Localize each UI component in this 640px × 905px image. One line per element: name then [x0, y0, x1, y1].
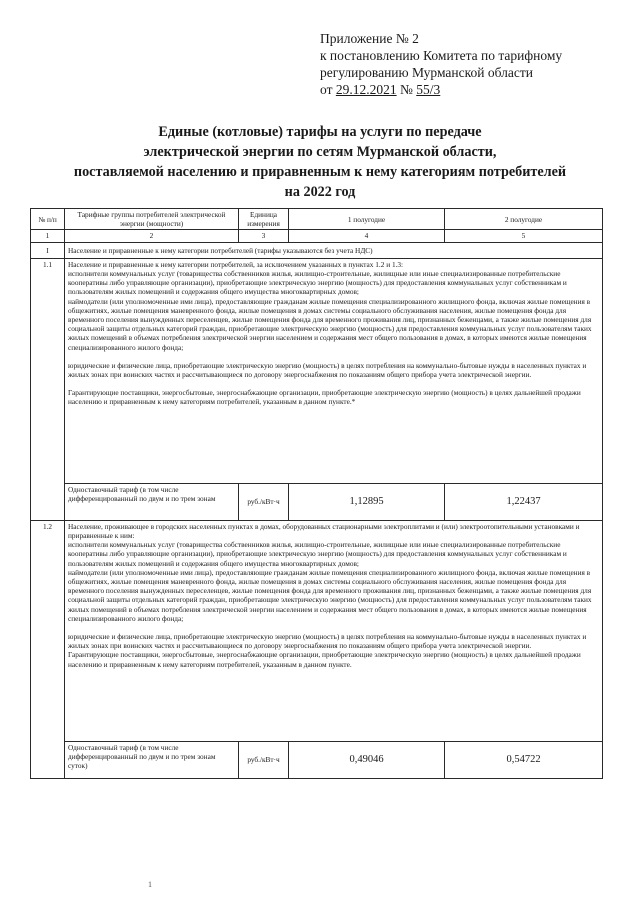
column-number-row — [31, 230, 603, 242]
resolution-number: 55/3 — [416, 82, 441, 97]
row-1-2-tariff — [31, 741, 603, 778]
colnum-3: 3 — [239, 230, 289, 242]
colnum-1: 1 — [31, 230, 65, 242]
section-text: Население и приравненные к нему категории потребителей (тарифы указываются без учета НДС) — [65, 242, 603, 258]
row-1-2-value-half-1: 0,49046 — [289, 741, 445, 778]
row-1-2-tariff-label: Одноставочный тариф (в том числе дифференцированный по двум и по трем зонам суток) — [65, 741, 239, 778]
row-1-2-num: 1.2 — [31, 520, 65, 778]
appendix-line-3: регулированию Мурманской области — [320, 65, 533, 80]
section-row — [31, 242, 603, 258]
header-num: № п/п — [31, 209, 65, 230]
title-line-3: поставляемой населению и приравненным к нему категориям потребителей — [73, 164, 567, 180]
appendix-line-1: Приложение № 2 — [320, 31, 419, 46]
title-line-2: электрической энергии по сетям Мурманской области, — [143, 144, 497, 160]
row-1-2-para-1: исполнители коммунальных услуг (товарищества собственников жилья, жилищно-строительные, жилищные или иные специализированные потребительские кооперативы либо управляющие организации), приобретающие электрическую энергию (мощность) для предоставления коммунальных услуг собственникам и пользователям жилых помещений и содержания общего имущества многоквартирных домов; — [68, 540, 567, 568]
row-1-1-tariff — [31, 483, 603, 520]
row-1-2-para-2: наймодатели (или уполномоченные ими лица), предоставляющие гражданам жилые помещения специализированного жилищного фонда, включая жилые помещения в общежитиях, жилые помещения маневренного фонда, жилые помещения в домах системы социального обслуживания населения, жилые помещения фонда для временного поселения вынужденных переселенцев, жилые помещения фонда для временного проживания лиц, признанных беженцами, а также жилые помещения для социальной защиты отдельных категорий граждан, приобретающие электрическую энергию (мощность) для предоставления коммунальных услуг пользователям таких жилых помещений в объемах потребления электрической энергии населением и содержания мест общего пользования в домах, в которых имеются жилые помещения специализированного жилого фонда; — [68, 567, 592, 623]
row-1-2-description — [31, 520, 603, 741]
appendix-line-2: к постановлению Комитета по тарифному — [320, 48, 563, 63]
row-1-2-text — [65, 520, 603, 741]
row-1-1-num: 1.1 — [31, 258, 65, 520]
header-unit: Единица измерения — [239, 209, 289, 230]
row-1-1-para-4: Гарантирующие поставщики, энергосбытовые, энергоснабжающие организации, приобретающие электрическую энергию (мощность) в целях дальнейшей продажи населению и приравненным к нему категориям потребителей, указанным в данном пункте.* — [68, 388, 581, 407]
number-prefix: № — [396, 82, 417, 97]
resolution-date: 29.12.2021 — [335, 82, 397, 97]
row-1-1-unit: руб./кВт·ч — [239, 483, 289, 520]
title-line-1: Единые (котловые) тарифы на услуги по передаче — [158, 124, 482, 140]
row-1-1-para-2: наймодатели (или уполномоченные ими лица), предоставляющие гражданам жилые помещения специализированного жилищного фонда, включая жилые помещения в общежитиях, жилые помещения маневренного фонда, жилые помещения в домах системы социального обслуживания населения, жилые помещения фонда для временного поселения вынужденных переселенцев, жилые помещения фонда для временного проживания лиц, признанных беженцами, а также жилые помещения для социальной защиты отдельных категорий граждан, приобретающие электрическую энергию (мощность) для предоставления коммунальных услуг пользователям таких жилых помещений в объемах потребления электрической энергии населением и содержания мест общего пользования в домах, в которых имеются жилые помещения специализированного жилого фонда; — [68, 296, 592, 352]
row-1-2-value-half-2: 0,54722 — [445, 741, 603, 778]
row-1-2-intro: Население, проживающее в городских населенных пунктах в домах, оборудованных стационарными электроплитами и (или) электроотопительными установками и приравненные к ним: — [68, 521, 580, 541]
row-1-2-para-3: юридические и физические лица, приобретающие электрическую энергию (мощность) в целях потребления на коммунально-бытовые нужды в населенных пунктах и жилых зонах при воинских частях и рассчитывающиеся по договору энергоснабжения по показаниям общего прибора учета электрической энергии. — [68, 632, 587, 651]
header-group: Тарифные группы потребителей электрической энергии (мощности) — [65, 209, 239, 230]
row-1-1-para-1: исполнители коммунальных услуг (товарищества собственников жилья, жилищно-строительные, жилищные или иные специализированные потребительские кооперативы либо управляющие организации), приобретающие электрическую энергию (мощность) для предоставления коммунальных услуг собственникам и пользователям жилых помещений и содержания общего имущества многоквартирных домов; — [68, 269, 567, 297]
row-1-1-intro: Население и приравненные к нему категории потребителей, за исключением указанных в пунктах 1.2 и 1.3: — [68, 259, 404, 269]
tariff-table — [30, 208, 603, 779]
colnum-2: 2 — [65, 230, 239, 242]
header-half-1: 1 полугодие — [289, 209, 445, 230]
table-header-row — [31, 209, 603, 230]
row-1-1-description — [31, 258, 603, 483]
row-1-1-para-3: юридические и физические лица, приобретающие электрическую энергию (мощность) в целях потребления на коммунально-бытовые нужды в населенных пунктах и жилых зонах при воинских частях и рассчитывающиеся по договору энергоснабжения по показаниям общего прибора учета электрической энергии. — [68, 360, 587, 380]
appendix-header — [320, 30, 620, 98]
row-1-2-unit: руб./кВт·ч — [239, 741, 289, 778]
colnum-5: 5 — [445, 230, 603, 242]
appendix-line-4 — [320, 81, 620, 98]
row-1-1-value-half-1: 1,12895 — [289, 483, 445, 520]
document-title — [40, 122, 600, 202]
row-1-2-para-4: Гарантирующие поставщики, энергосбытовые, энергоснабжающие организации, приобретающие электрическую энергию (мощность) в целях дальнейшей продажи населению и приравненным к нему категориям потребителей, указанным в данном пункте. — [68, 650, 581, 669]
header-half-2: 2 полугодие — [445, 209, 603, 230]
colnum-4: 4 — [289, 230, 445, 242]
footer-mark: 1 — [148, 880, 152, 889]
row-1-1-tariff-label: Одноставочный тариф (в том числе дифференцированный по двум и по трем зонам — [65, 483, 239, 520]
row-1-1-value-half-2: 1,22437 — [445, 483, 603, 520]
row-1-1-text — [65, 258, 603, 483]
title-line-4: на 2022 год — [284, 184, 356, 200]
date-prefix: от — [320, 82, 336, 97]
section-num: I — [31, 242, 65, 258]
